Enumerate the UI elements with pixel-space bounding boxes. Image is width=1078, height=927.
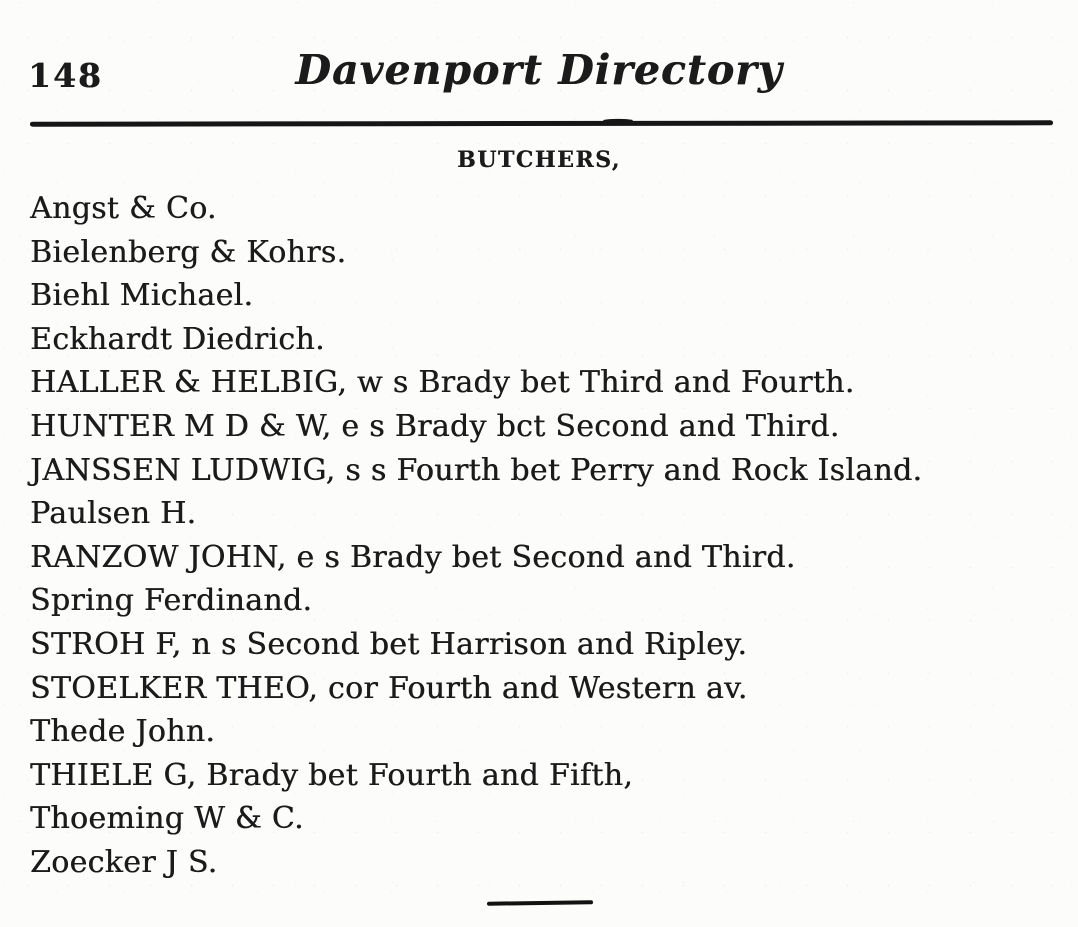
directory-entry: STOELKER THEO, cor Fourth and Western av. <box>30 670 748 706</box>
directory-entry: JANSSEN LUDWIG, s s Fourth bet Perry and Rock Island. <box>30 452 923 488</box>
page-number: 148 <box>28 56 103 95</box>
directory-entry: THIELE G, Brady bet Fourth and Fifth, <box>30 757 634 793</box>
directory-entry: Zoecker J S. <box>30 844 218 880</box>
directory-entry: HUNTER M D & W, e s Brady bct Second and Third. <box>30 408 840 444</box>
directory-entry: Angst & Co. <box>30 191 217 226</box>
header-divider-rule <box>30 120 1053 126</box>
directory-entry: Spring Ferdinand. <box>30 583 313 619</box>
end-of-section-rule <box>487 900 593 905</box>
directory-entry: Paulsen H. <box>30 496 197 532</box>
directory-entry: Eckhardt Diedrich. <box>30 321 325 357</box>
butcher-list <box>30 187 1068 885</box>
directory-entry: RANZOW JOHN, e s Brady bet Second and Third. <box>30 539 796 575</box>
directory-entry: STROH F, n s Second bet Harrison and Ripley. <box>30 626 748 662</box>
directory-entry: HALLER & HELBIG, w s Brady bet Third and Fourth. <box>30 365 855 401</box>
directory-entry: Thede John. <box>30 714 216 750</box>
running-head-title: Davenport Directory <box>295 46 783 94</box>
section-title: BUTCHERS, <box>457 147 621 173</box>
directory-entry: Bielenberg & Kohrs. <box>30 234 347 270</box>
directory-entry: Thoeming W & C. <box>30 801 304 837</box>
directory-entry: Biehl Michael. <box>30 278 254 314</box>
